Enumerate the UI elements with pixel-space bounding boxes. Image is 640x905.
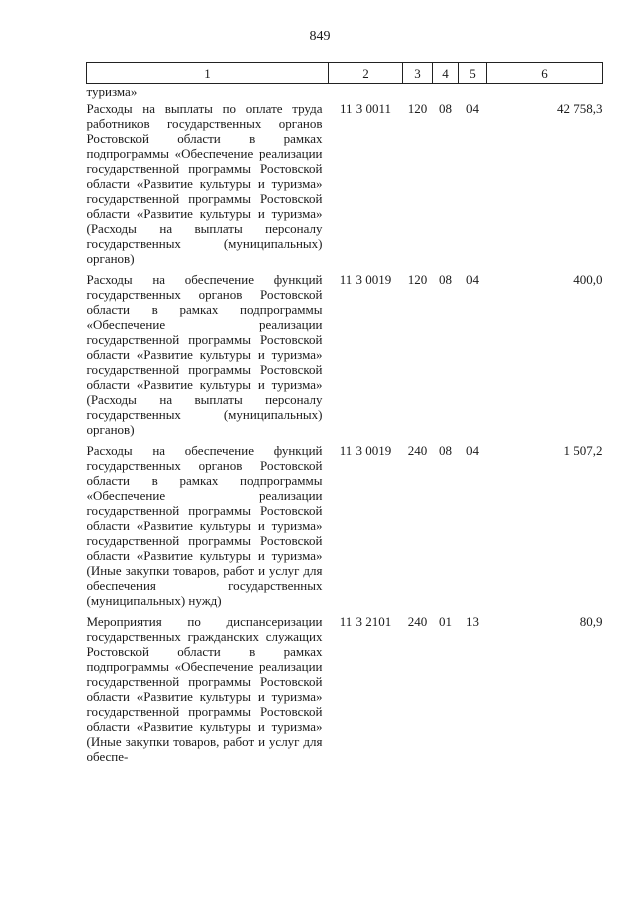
row-target-article: 11 3 0011 [339,101,392,116]
table-row [87,272,603,437]
row-section: 08 [439,101,452,116]
table-row [87,443,603,608]
table-row [87,101,603,266]
row-target-article: 11 3 2101 [339,614,392,629]
column-header: 3 [403,63,433,84]
row-section: 01 [439,614,452,629]
table-row [87,614,603,764]
row-section: 08 [439,443,452,458]
row-subsection: 04 [466,101,479,116]
row-target-article: 11 3 0019 [339,443,392,458]
column-header: 2 [329,63,403,84]
page-number: 849 [309,29,331,44]
row-description: Расходы на обеспечение функций государственных органов Ростовской области в рамках подпрограммы «Обеспечение реализации государственной программы Ростовской области «Развитие культуры и туризма» государственной программы Ростовской области «Развитие культуры и туризма» (Расходы на выплаты персоналу государственных (муниципальных) органов) [86,272,323,437]
continuation-text: туризма» [86,84,138,99]
row-expense-type: 120 [407,101,428,116]
row-description: Мероприятия по диспансеризации государственных гражданских служащих Ростовской области в рамках подпрограммы «Обеспечение реализации государственной программы Ростовской области «Развитие культуры и туризма» государственной программы Ростовской области «Развитие культуры и туризма» (Иные закупки товаров, работ и услуг для обеспе- [86,614,323,764]
row-amount: 80,9 [579,614,603,629]
row-expense-type: 240 [407,443,428,458]
row-description: Расходы на обеспечение функций государственных органов Ростовской области в рамках подпрограммы «Обеспечение реализации государственной программы Ростовской области «Развитие культуры и туризма» государственной программы Ростовской области «Развитие культуры и туризма» (Иные закупки товаров, работ и услуг для обеспечения государственных (муниципальных) нужд) [86,443,323,608]
continuation-row [87,84,603,102]
row-expense-type: 120 [407,272,428,287]
row-subsection: 13 [466,614,479,629]
row-amount: 400,0 [573,272,603,287]
row-section: 08 [439,272,452,287]
row-amount: 42 758,3 [557,101,603,116]
row-subsection: 04 [466,443,479,458]
column-header: 6 [487,63,603,84]
column-header: 5 [459,63,487,84]
column-header: 1 [87,63,329,84]
budget-table [86,62,603,764]
row-description: Расходы на выплаты по оплате труда работников государственных органов Ростовской области в рамках подпрограммы «Обеспечение реализации государственной программы Ростовской области «Развитие культуры и туризма» государственной программы Ростовской области «Развитие культуры и туризма» (Расходы на выплаты персоналу государственных (муниципальных) органов) [86,101,323,266]
table-header-row [87,63,603,84]
row-target-article: 11 3 0019 [339,272,392,287]
row-expense-type: 240 [407,614,428,629]
row-amount: 1 507,2 [563,443,603,458]
column-header: 4 [433,63,459,84]
row-subsection: 04 [466,272,479,287]
